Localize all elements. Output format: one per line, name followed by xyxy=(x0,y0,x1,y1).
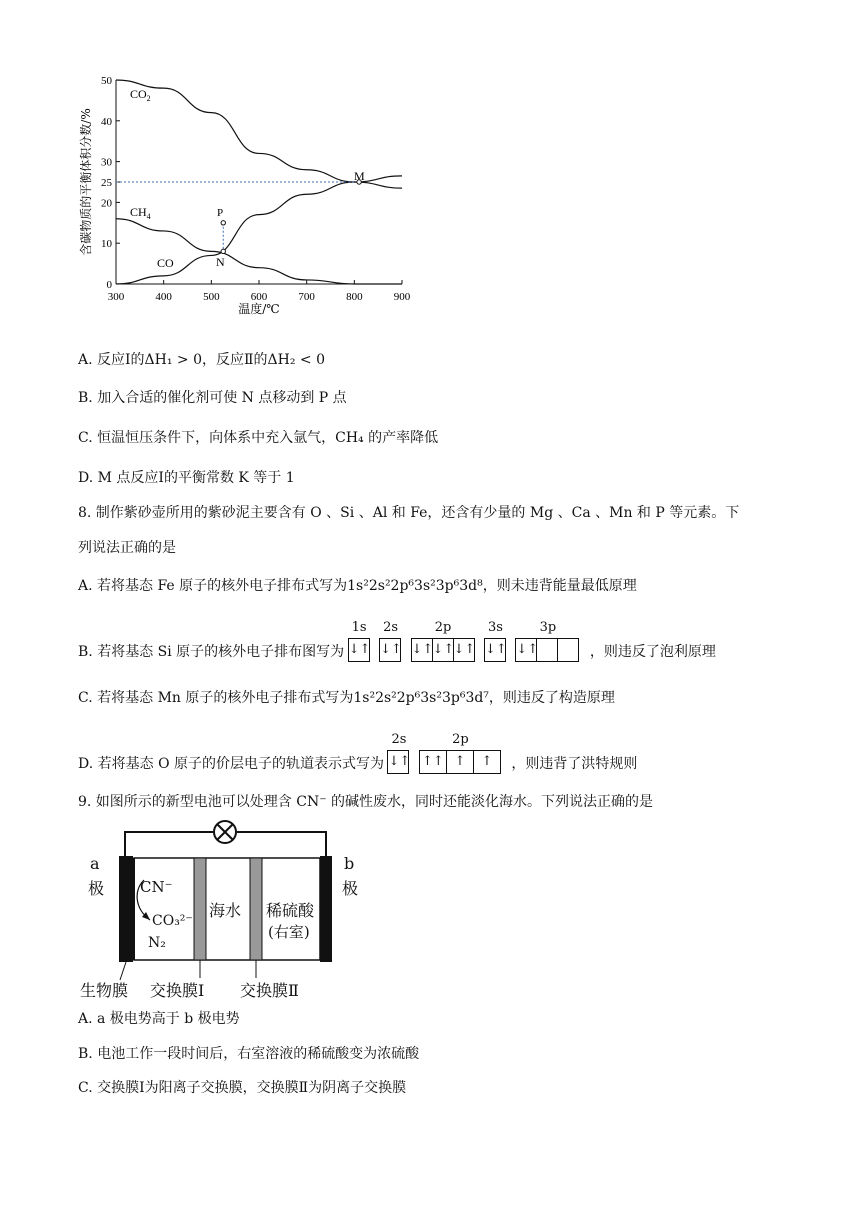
point-n xyxy=(221,249,225,253)
label-ch4: $CH_4$ xyxy=(130,205,151,221)
series-line-ch4 xyxy=(116,219,402,284)
q8-stem-line2: 列说法正确的是 xyxy=(78,540,176,556)
y-tick-label: 25 xyxy=(101,177,112,189)
q8-d-pre: D. 若将基态 O 原子的价层电子的轨道表示式写为 xyxy=(78,756,385,772)
q8-d-post: ，则违背了洪特规则 xyxy=(511,756,638,772)
box-2p-c: ↑ xyxy=(473,750,501,774)
y-tick-label: 0 xyxy=(106,279,112,291)
orb-label-1s: 1s xyxy=(351,620,367,635)
b-label: b xyxy=(344,854,355,873)
box-2s: ↓↑ xyxy=(387,750,409,774)
electrode-b xyxy=(320,856,332,962)
box-1s: ↓↑ xyxy=(348,638,370,662)
orb-label-3p: 3p xyxy=(539,620,557,635)
co3-label: CO₃²⁻ xyxy=(152,913,193,929)
n2-label: N₂ xyxy=(148,935,166,951)
box-3p-c xyxy=(557,638,579,662)
o-orbital-diagram xyxy=(388,730,506,774)
membrane-1-label: 交换膜Ⅰ xyxy=(150,981,205,1000)
q7-option-a: A. 反应Ⅰ的ΔH₁ > 0，反应Ⅱ的ΔH₂ < 0 xyxy=(78,352,325,368)
x-tick-label: 400 xyxy=(155,291,172,303)
electrode-a xyxy=(119,856,133,962)
box-3p-b xyxy=(536,638,558,662)
a-pole: 极 xyxy=(88,879,105,898)
x-tick-label: 800 xyxy=(346,291,363,303)
xlabel: 温度/℃ xyxy=(238,302,280,316)
q9-option-c: C. 交换膜Ⅰ为阳离子交换膜，交换膜Ⅱ为阴离子交换膜 xyxy=(78,1080,407,1096)
y-tick-label: 10 xyxy=(101,238,112,251)
q7-option-b: B. 加入合适的催化剂可使 N 点移动到 P 点 xyxy=(78,390,347,406)
q8-option-a: A. 若将基态 Fe 原子的核外电子排布式写为1s²2s²2p⁶3s²3p⁶3d⁸，则未违背能量最低原理 xyxy=(78,578,637,594)
box-2p-a: ↓↑ xyxy=(411,638,433,662)
q9-option-a: A. a 极电势高于 b 极电势 xyxy=(78,1011,240,1027)
orb-label-3s: 3s xyxy=(487,620,503,635)
a-label: a xyxy=(90,854,100,873)
membrane-2-label: 交换膜Ⅱ xyxy=(240,981,299,1000)
label-p: P xyxy=(217,207,224,219)
point-p xyxy=(221,221,225,225)
box-2p-b: ↑ xyxy=(446,750,474,774)
acid-label: 稀硫酸 xyxy=(266,901,315,920)
x-tick-label: 500 xyxy=(203,291,220,303)
q8-b-post: ，则违反了泡利原理 xyxy=(589,644,716,660)
q9-option-b: B. 电池工作一段时间后，右室溶液的稀硫酸变为浓硫酸 xyxy=(78,1046,420,1062)
y-tick-label: 40 xyxy=(101,115,112,128)
bio-membrane-label: 生物膜 xyxy=(80,981,129,1000)
membrane-2 xyxy=(250,858,262,960)
cn-label: CN⁻ xyxy=(140,878,173,896)
ylabel: 含碳物质的平衡体积分数/% xyxy=(79,108,93,256)
x-tick-label: 300 xyxy=(107,291,125,303)
box-2p-c: ↓↑ xyxy=(453,638,475,662)
x-tick-label: 600 xyxy=(250,291,268,303)
right-room-label: (右室) xyxy=(268,923,310,941)
box-2p-b: ↓↑ xyxy=(432,638,454,662)
box-3p-a: ↓↑ xyxy=(515,638,537,662)
box-2s: ↓↑ xyxy=(379,638,401,662)
orb-label-2s: 2s xyxy=(391,732,407,747)
y-tick-label: 30 xyxy=(101,156,112,169)
y-tick-label: 20 xyxy=(101,197,112,210)
q7-option-c: C. 恒温恒压条件下，向体系中充入氩气，CH₄ 的产率降低 xyxy=(78,430,439,446)
q9-stem: 9. 如图所示的新型电池可以处理含 CN⁻ 的碱性废水，同时还能淡化海水。下列说法正确的是 xyxy=(78,794,654,810)
b-pole: 极 xyxy=(342,879,359,898)
orb-label-2p: 2p xyxy=(452,732,469,747)
x-tick-label: 700 xyxy=(298,291,315,303)
x-tick-label: 900 xyxy=(393,291,411,303)
label-co2: $CO_2$ xyxy=(130,87,151,103)
q7-option-d: D. M 点反应Ⅰ的平衡常数 K 等于 1 xyxy=(78,470,295,486)
box-3s: ↓↑ xyxy=(484,638,506,662)
label-co: CO xyxy=(157,256,174,270)
orb-label-2s: 2s xyxy=(383,620,399,635)
box-2p-a: ↑↑ xyxy=(419,750,447,774)
membrane-1 xyxy=(194,858,206,960)
q8-option-b xyxy=(78,618,716,666)
si-orbital-diagram xyxy=(349,618,586,662)
q8-option-c: C. 若将基态 Mn 原子的核外电子排布式写为1s²2s²2p⁶3s²3p⁶3d⁷，则违反了构造原理 xyxy=(78,690,615,706)
q8-option-d xyxy=(78,730,637,778)
seawater-label: 海水 xyxy=(209,901,242,920)
q8-b-pre: B. 若将基态 Si 原子的核外电子排布图写为 xyxy=(78,644,345,660)
q8-stem-line1: 8. 制作紫砂壶所用的紫砂泥主要含有 O 、Si 、Al 和 Fe，还含有少量的 Mg 、Ca 、Mn 和 P 等元素。下 xyxy=(78,505,740,521)
label-m: M xyxy=(354,169,365,183)
label-n: N xyxy=(216,255,225,269)
equilibrium-chart xyxy=(70,70,420,320)
orb-label-2p: 2p xyxy=(434,620,452,635)
y-tick-label: 50 xyxy=(101,75,112,87)
battery-diagram xyxy=(76,820,376,1000)
